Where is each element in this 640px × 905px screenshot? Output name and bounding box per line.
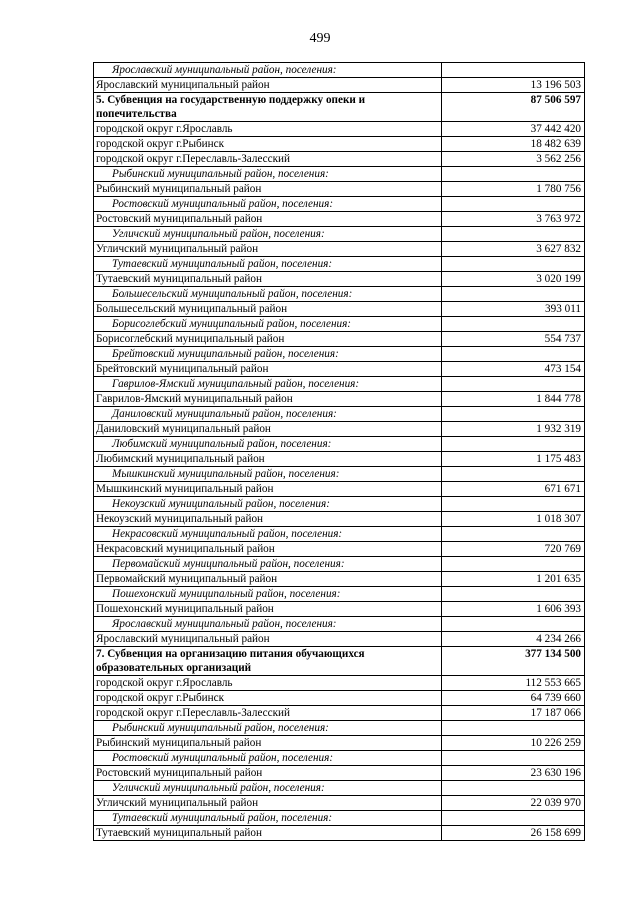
district-subheader: Рыбинский муниципальный район, поселения: xyxy=(94,721,442,736)
amount-cell: 1 606 393 xyxy=(442,602,585,617)
amount-cell xyxy=(442,617,585,632)
amount-cell: 1 018 307 xyxy=(442,512,585,527)
subheader-row xyxy=(94,721,585,736)
subheader-row xyxy=(94,467,585,482)
amount-cell: 10 226 259 xyxy=(442,736,585,751)
recipient-name: Тутаевский муниципальный район xyxy=(94,272,442,287)
table-row xyxy=(94,212,585,227)
recipient-name: Брейтовский муниципальный район xyxy=(94,362,442,377)
amount-cell xyxy=(442,407,585,422)
amount-cell: 1 844 778 xyxy=(442,392,585,407)
amount-cell: 554 737 xyxy=(442,332,585,347)
subheader-row xyxy=(94,497,585,512)
district-subheader: Некрасовский муниципальный район, поселения: xyxy=(94,527,442,542)
table-row xyxy=(94,691,585,706)
district-subheader: Рыбинский муниципальный район, поселения: xyxy=(94,167,442,182)
table-row xyxy=(94,736,585,751)
recipient-name: городской округ г.Переславль-Залесский xyxy=(94,706,442,721)
amount-cell xyxy=(442,721,585,736)
amount-cell xyxy=(442,377,585,392)
table-row xyxy=(94,122,585,137)
recipient-name: Ярославский муниципальный район xyxy=(94,632,442,647)
recipient-name: Тутаевский муниципальный район xyxy=(94,826,442,841)
table-row xyxy=(94,766,585,781)
amount-cell: 64 739 660 xyxy=(442,691,585,706)
table-row xyxy=(94,362,585,377)
amount-cell: 18 482 639 xyxy=(442,137,585,152)
recipient-name: Борисоглебский муниципальный район xyxy=(94,332,442,347)
amount-cell: 1 201 635 xyxy=(442,572,585,587)
amount-cell xyxy=(442,497,585,512)
amount-cell xyxy=(442,227,585,242)
amount-cell xyxy=(442,811,585,826)
table-row xyxy=(94,826,585,841)
section-row xyxy=(94,93,585,122)
district-subheader: Пошехонский муниципальный район, поселения: xyxy=(94,587,442,602)
amount-cell xyxy=(442,347,585,362)
district-subheader: Некоузский муниципальный район, поселения: xyxy=(94,497,442,512)
amount-cell: 671 671 xyxy=(442,482,585,497)
subheader-row xyxy=(94,257,585,272)
subheader-row xyxy=(94,167,585,182)
recipient-name: Гаврилов-Ямский муниципальный район xyxy=(94,392,442,407)
table-row xyxy=(94,706,585,721)
recipient-name: Первомайский муниципальный район xyxy=(94,572,442,587)
section-total: 377 134 500 xyxy=(442,647,585,676)
subheader-row xyxy=(94,407,585,422)
recipient-name: Пошехонский муниципальный район xyxy=(94,602,442,617)
district-subheader: Ростовский муниципальный район, поселения: xyxy=(94,197,442,212)
district-subheader: Ярославский муниципальный район, поселения: xyxy=(94,63,442,78)
amount-cell xyxy=(442,751,585,766)
amount-cell: 22 039 970 xyxy=(442,796,585,811)
table-row xyxy=(94,272,585,287)
subheader-row xyxy=(94,227,585,242)
recipient-name: Некоузский муниципальный район xyxy=(94,512,442,527)
table-row xyxy=(94,422,585,437)
amount-cell: 473 154 xyxy=(442,362,585,377)
amount-cell: 1 175 483 xyxy=(442,452,585,467)
table-row xyxy=(94,332,585,347)
district-subheader: Ярославский муниципальный район, поселения: xyxy=(94,617,442,632)
table-row xyxy=(94,602,585,617)
subheader-row xyxy=(94,751,585,766)
subheader-row xyxy=(94,557,585,572)
table-row xyxy=(94,676,585,691)
section-title: 7. Субвенция на организацию питания обучающихся образовательных организаций xyxy=(94,647,442,676)
section-total: 87 506 597 xyxy=(442,93,585,122)
subheader-row xyxy=(94,317,585,332)
table-row xyxy=(94,512,585,527)
amount-cell: 4 234 266 xyxy=(442,632,585,647)
table-row xyxy=(94,542,585,557)
table-row xyxy=(94,452,585,467)
section-row xyxy=(94,647,585,676)
table-row xyxy=(94,137,585,152)
amount-cell xyxy=(442,437,585,452)
subheader-row xyxy=(94,63,585,78)
amount-cell: 26 158 699 xyxy=(442,826,585,841)
amount-cell xyxy=(442,467,585,482)
amount-cell: 112 553 665 xyxy=(442,676,585,691)
district-subheader: Даниловский муниципальный район, поселения: xyxy=(94,407,442,422)
amount-cell: 720 769 xyxy=(442,542,585,557)
subheader-row xyxy=(94,527,585,542)
district-subheader: Гаврилов-Ямский муниципальный район, поселения: xyxy=(94,377,442,392)
table-row xyxy=(94,632,585,647)
amount-cell: 393 011 xyxy=(442,302,585,317)
subheader-row xyxy=(94,811,585,826)
recipient-name: городской округ г.Ярославль xyxy=(94,122,442,137)
amount-cell: 17 187 066 xyxy=(442,706,585,721)
allocation-table xyxy=(93,62,585,841)
recipient-name: Мышкинский муниципальный район xyxy=(94,482,442,497)
district-subheader: Мышкинский муниципальный район, поселения: xyxy=(94,467,442,482)
section-title: 5. Субвенция на государственную поддержку опеки и попечительства xyxy=(94,93,442,122)
table-row xyxy=(94,572,585,587)
amount-cell xyxy=(442,63,585,78)
table-row xyxy=(94,152,585,167)
table-row xyxy=(94,182,585,197)
table-row xyxy=(94,482,585,497)
amount-cell: 1 780 756 xyxy=(442,182,585,197)
subheader-row xyxy=(94,437,585,452)
table-row xyxy=(94,242,585,257)
amount-cell xyxy=(442,197,585,212)
recipient-name: городской округ г.Переславль-Залесский xyxy=(94,152,442,167)
recipient-name: Ростовский муниципальный район xyxy=(94,766,442,781)
recipient-name: Угличский муниципальный район xyxy=(94,796,442,811)
amount-cell: 3 763 972 xyxy=(442,212,585,227)
subheader-row xyxy=(94,617,585,632)
subheader-row xyxy=(94,377,585,392)
district-subheader: Большесельский муниципальный район, поселения: xyxy=(94,287,442,302)
amount-cell: 23 630 196 xyxy=(442,766,585,781)
subheader-row xyxy=(94,781,585,796)
district-subheader: Угличский муниципальный район, поселения: xyxy=(94,227,442,242)
amount-cell xyxy=(442,257,585,272)
recipient-name: городской округ г.Ярославль xyxy=(94,676,442,691)
amount-cell: 37 442 420 xyxy=(442,122,585,137)
district-subheader: Тутаевский муниципальный район, поселения: xyxy=(94,257,442,272)
amount-cell: 3 020 199 xyxy=(442,272,585,287)
recipient-name: Угличский муниципальный район xyxy=(94,242,442,257)
district-subheader: Любимский муниципальный район, поселения: xyxy=(94,437,442,452)
table-row xyxy=(94,302,585,317)
recipient-name: Рыбинский муниципальный район xyxy=(94,736,442,751)
table-row xyxy=(94,796,585,811)
page-number: 499 xyxy=(309,31,331,46)
subheader-row xyxy=(94,197,585,212)
table-row xyxy=(94,392,585,407)
table-row xyxy=(94,78,585,93)
amount-cell xyxy=(442,317,585,332)
amount-cell xyxy=(442,781,585,796)
subheader-row xyxy=(94,287,585,302)
amount-cell xyxy=(442,557,585,572)
district-subheader: Брейтовский муниципальный район, поселения: xyxy=(94,347,442,362)
recipient-name: городской округ г.Рыбинск xyxy=(94,137,442,152)
recipient-name: городской округ г.Рыбинск xyxy=(94,691,442,706)
amount-cell xyxy=(442,287,585,302)
amount-cell xyxy=(442,587,585,602)
amount-cell xyxy=(442,167,585,182)
recipient-name: Рыбинский муниципальный район xyxy=(94,182,442,197)
amount-cell: 13 196 503 xyxy=(442,78,585,93)
district-subheader: Угличский муниципальный район, поселения: xyxy=(94,781,442,796)
district-subheader: Борисоглебский муниципальный район, поселения: xyxy=(94,317,442,332)
amount-cell: 3 627 832 xyxy=(442,242,585,257)
subheader-row xyxy=(94,347,585,362)
district-subheader: Ростовский муниципальный район, поселения: xyxy=(94,751,442,766)
allocation-table-body xyxy=(94,63,585,841)
recipient-name: Ростовский муниципальный район xyxy=(94,212,442,227)
amount-cell xyxy=(442,527,585,542)
district-subheader: Первомайский муниципальный район, поселения: xyxy=(94,557,442,572)
amount-cell: 1 932 319 xyxy=(442,422,585,437)
subheader-row xyxy=(94,587,585,602)
amount-cell: 3 562 256 xyxy=(442,152,585,167)
recipient-name: Ярославский муниципальный район xyxy=(94,78,442,93)
recipient-name: Большесельский муниципальный район xyxy=(94,302,442,317)
recipient-name: Некрасовский муниципальный район xyxy=(94,542,442,557)
recipient-name: Любимский муниципальный район xyxy=(94,452,442,467)
recipient-name: Даниловский муниципальный район xyxy=(94,422,442,437)
district-subheader: Тутаевский муниципальный район, поселения: xyxy=(94,811,442,826)
